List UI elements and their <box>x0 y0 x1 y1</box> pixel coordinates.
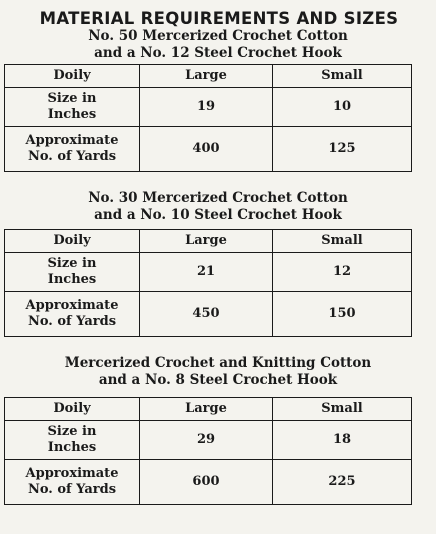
col-header-large: Large <box>140 398 273 421</box>
cell-size-large: 29 <box>140 421 273 460</box>
cell-yards-large: 450 <box>140 292 273 337</box>
row-label-line: Size in <box>47 91 97 106</box>
table-header-row <box>5 398 412 421</box>
row-label-line: No. of Yards <box>27 482 117 497</box>
table-header-row <box>5 230 412 253</box>
row-label-line: No. of Yards <box>27 149 117 164</box>
row-label-line: Approximate <box>25 298 119 313</box>
section-1-heading-line-1: No. 50 Mercerized Crochet Cotton <box>88 28 348 44</box>
row-label-yards <box>5 292 140 337</box>
section-3-table <box>4 397 412 505</box>
cell-size-small: 10 <box>273 88 412 127</box>
section-2-heading-line-2: and a No. 10 Steel Crochet Hook <box>94 207 342 223</box>
table-row-size <box>5 253 412 292</box>
row-label-line: Inches <box>47 272 97 287</box>
section-2-table <box>4 229 412 337</box>
table-header-row <box>5 65 412 88</box>
section-3-heading <box>0 355 436 389</box>
row-label-size <box>5 88 140 127</box>
table-row-yards <box>5 127 412 172</box>
cell-size-large: 21 <box>140 253 273 292</box>
cell-yards-small: 150 <box>273 292 412 337</box>
row-label-yards <box>5 460 140 505</box>
row-label-yards <box>5 127 140 172</box>
row-label-size <box>5 253 140 292</box>
page-title: MATERIAL REQUIREMENTS AND SIZES <box>39 9 399 28</box>
section-3-heading-line-2: and a No. 8 Steel Crochet Hook <box>98 372 338 388</box>
col-header-small: Small <box>273 230 412 253</box>
row-label-line: Approximate <box>25 466 119 481</box>
row-label-line: No. of Yards <box>27 314 117 329</box>
section-2-heading-line-1: No. 30 Mercerized Crochet Cotton <box>88 190 348 206</box>
section-1-heading-line-2: and a No. 12 Steel Crochet Hook <box>94 45 342 61</box>
cell-size-large: 19 <box>140 88 273 127</box>
col-header-large: Large <box>140 65 273 88</box>
cell-yards-large: 600 <box>140 460 273 505</box>
col-header-doily: Doily <box>5 398 140 421</box>
col-header-small: Small <box>273 398 412 421</box>
col-header-doily: Doily <box>5 230 140 253</box>
cell-size-small: 18 <box>273 421 412 460</box>
cell-yards-small: 225 <box>273 460 412 505</box>
section-3-heading-line-1: Mercerized Crochet and Knitting Cotton <box>64 355 372 371</box>
table-row-size <box>5 88 412 127</box>
row-label-line: Size in <box>47 424 97 439</box>
cell-yards-small: 125 <box>273 127 412 172</box>
col-header-doily: Doily <box>5 65 140 88</box>
col-header-small: Small <box>273 65 412 88</box>
table-row-size <box>5 421 412 460</box>
section-2-heading <box>0 190 436 224</box>
row-label-line: Inches <box>47 440 97 455</box>
cell-size-small: 12 <box>273 253 412 292</box>
table-row-yards <box>5 460 412 505</box>
section-1-heading <box>0 28 436 62</box>
row-label-line: Inches <box>47 107 97 122</box>
col-header-large: Large <box>140 230 273 253</box>
table-row-yards <box>5 292 412 337</box>
cell-yards-large: 400 <box>140 127 273 172</box>
row-label-line: Size in <box>47 256 97 271</box>
row-label-size <box>5 421 140 460</box>
row-label-line: Approximate <box>25 133 119 148</box>
section-1-table <box>4 64 412 172</box>
